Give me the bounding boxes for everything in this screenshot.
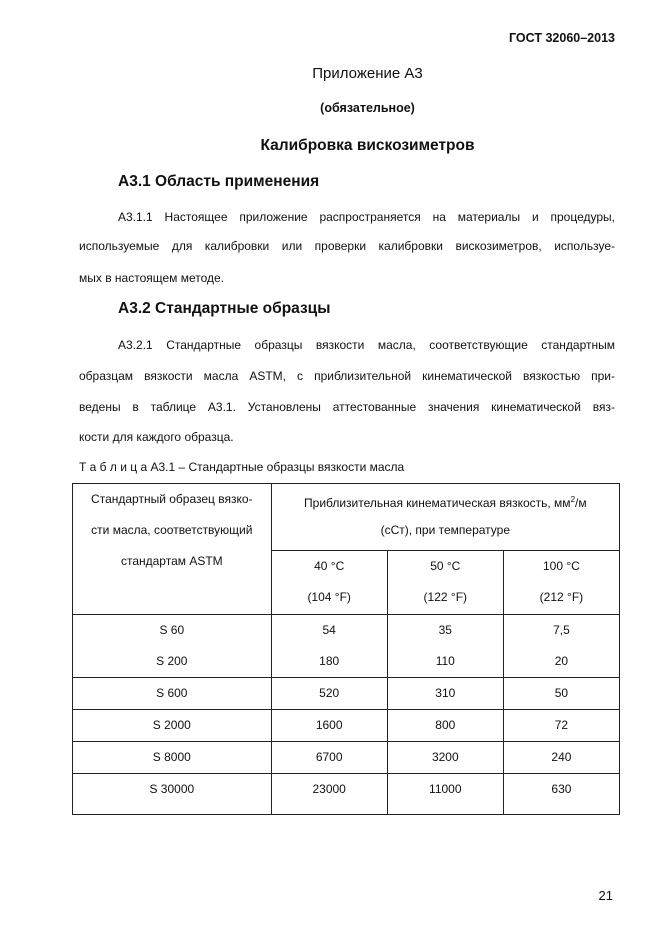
header-temp-50 (387, 551, 503, 615)
header-sample-column (73, 484, 272, 615)
cell-value: 1600 (315, 718, 343, 732)
cell-value: 50 (554, 686, 569, 700)
value-cell (503, 710, 619, 742)
header-temp-40 (271, 551, 387, 615)
sample-cell (73, 678, 272, 710)
header-text-line: сти масла, соответствующий (91, 523, 253, 537)
table-row (73, 678, 620, 710)
section-heading-scope: А3.1 Область применения (118, 173, 320, 190)
cell-value: S 8000 (152, 750, 191, 764)
cell-value: 20 (554, 654, 569, 668)
annex-title: Приложение А3 (312, 65, 423, 82)
value-cell (271, 678, 387, 710)
annex-name: Калибровка вискозиметров (260, 137, 475, 154)
cell-value: S 60 (159, 623, 185, 637)
text-line: образцам вязкости масла ASTM, с приблизительной кинематической вязкостью при- (79, 369, 615, 383)
cell-value: 180 (319, 654, 340, 668)
table-row (73, 710, 620, 742)
text-line: А3.1.1 Настоящее приложение распространяется на материалы и процедуры, (118, 210, 615, 224)
cell-value: 800 (435, 718, 456, 732)
cell-value: 72 (554, 718, 569, 732)
sample-cell (73, 742, 272, 774)
cell-value: 240 (551, 750, 572, 764)
cell-value: 110 (435, 654, 455, 668)
cell-value: 23000 (312, 782, 346, 796)
header-viscosity-group (271, 484, 619, 551)
value-cell (271, 710, 387, 742)
table-caption (79, 460, 404, 474)
document-code: ГОСТ 32060–2013 (509, 31, 615, 45)
page-number: 21 (598, 888, 613, 903)
cell-value: 35 (438, 623, 452, 637)
temp-fahrenheit: (212 °F) (539, 590, 584, 604)
cell-value: S 200 (156, 654, 188, 668)
header-text-line: стандартам ASTM (120, 554, 223, 568)
table-row (73, 742, 620, 774)
temp-celsius: 100 °С (543, 559, 580, 573)
value-cell (387, 774, 503, 815)
value-cell (503, 774, 619, 815)
text-line: ведены в таблице А3.1. Установлены аттестованные значения кинематической вяз- (79, 400, 615, 414)
table-row (73, 774, 620, 815)
value-cell (387, 678, 503, 710)
text-line: мых в настоящем методе. (79, 271, 225, 285)
header-text-line (272, 484, 619, 515)
value-cell (503, 742, 619, 774)
cell-value: 7,5 (553, 623, 570, 637)
temp-fahrenheit: (104 °F) (307, 590, 351, 604)
cell-value: 54 (322, 623, 336, 637)
value-cell (271, 774, 387, 815)
cell-value: 6700 (315, 750, 343, 764)
cell-value: 11000 (429, 782, 462, 796)
cell-value: 520 (319, 686, 340, 700)
header-viscosity-label: Приблизительная кинематическая вязкость, мм (304, 496, 571, 510)
value-cell (271, 742, 387, 774)
table-row (73, 615, 620, 678)
temp-celsius: 50 °С (430, 559, 461, 573)
header-text-line: Стандартный образец вязко- (91, 492, 253, 506)
sample-cell (73, 615, 272, 678)
annex-status: (обязательное) (320, 101, 415, 115)
viscosity-table (72, 483, 620, 815)
section-heading-reference-samples: А3.2 Стандартные образцы (118, 300, 331, 317)
table-header-row (73, 484, 620, 551)
header-temp-100 (503, 551, 619, 615)
cell-value: 310 (435, 686, 456, 700)
sample-cell (73, 774, 272, 815)
value-cell (503, 615, 619, 678)
value-cell (387, 615, 503, 678)
value-cell (271, 615, 387, 678)
cell-value: 3200 (431, 750, 459, 764)
text-line: А3.2.1 Стандартные образцы вязкости масла, соответствующие стандартным (118, 338, 615, 352)
cell-value: 630 (551, 782, 572, 796)
text-line: используемые для калибровки или проверки калибровки вискозиметров, используе- (79, 239, 615, 253)
cell-value: S 30000 (149, 782, 195, 796)
value-cell (387, 710, 503, 742)
value-cell (387, 742, 503, 774)
cell-value: S 2000 (152, 718, 191, 732)
unit-superscript: 2 (570, 495, 576, 504)
table-caption-prefix: Т а б л и ц а (79, 460, 148, 474)
cell-value: S 600 (156, 686, 188, 700)
temp-fahrenheit: (122 °F) (423, 590, 468, 604)
text-line: кости для каждого образца. (79, 430, 234, 444)
temp-celsius: 40 °С (314, 559, 345, 573)
sample-cell (73, 710, 272, 742)
header-viscosity-unit-tail: /м (575, 496, 587, 510)
value-cell (503, 678, 619, 710)
table-caption-text: А3.1 – Стандартные образцы вязкости масла (150, 460, 405, 474)
header-text-line: (сСт), при температуре (380, 523, 511, 537)
